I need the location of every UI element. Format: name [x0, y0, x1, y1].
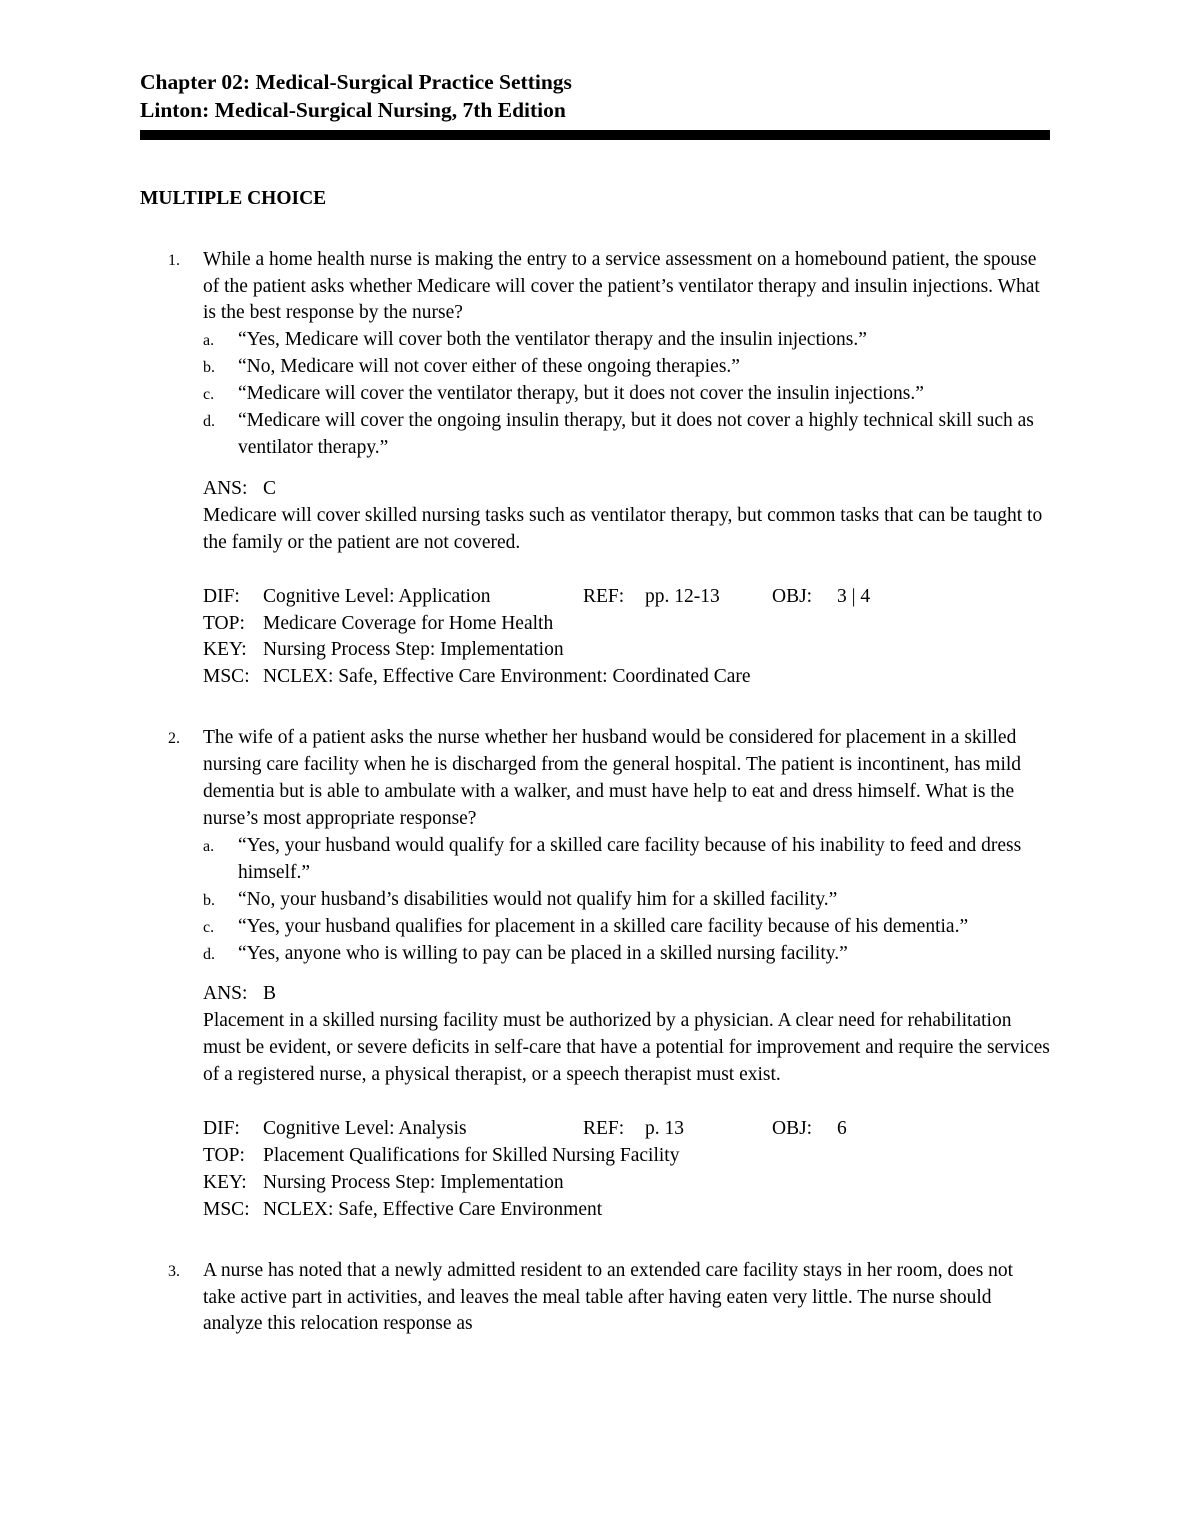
answer-label: ANS:: [203, 477, 248, 499]
top-label: TOP:: [203, 612, 245, 634]
key-value: Nursing Process Step: Implementation: [263, 1171, 564, 1193]
question-2-meta: [203, 1116, 1050, 1224]
answer-value: C: [263, 477, 277, 499]
option-letter: d.: [203, 945, 215, 963]
question-2-stem: The wife of a patient asks the nurse whether her husband would be considered for placement in a skilled nursing care facility when he is discharged from the general hospital. The patient is incontinent, has mild dementia but is able to ambulate with a walker, and must have help to eat and dress himself. What is the nurse’s most appropriate response?: [203, 727, 1022, 829]
question-1-option-b: [203, 354, 1050, 381]
question-2: [140, 725, 1050, 1223]
question-1-stem: While a home health nurse is making the entry to a service assessment on a homebound patient, the spouse of the patient asks whether Medicare will cover the patient’s ventilator therapy and insulin injections. What is the best response by the nurse?: [203, 248, 1040, 324]
dif-label: DIF:: [203, 585, 240, 607]
question-2-rationale: Placement in a skilled nursing facility must be authorized by a physician. A clear need for rehabilitation must be evident, or severe deficits in self-care that have a potential for improvement and require the services of a registered nurse, a physical therapist, or a speech therapist must exist.: [203, 1010, 1050, 1086]
question-1-option-d: [203, 408, 1050, 462]
question-1-number: 1.: [168, 251, 180, 269]
ref-value: p. 13: [645, 1118, 684, 1140]
obj-value: 3 | 4: [837, 585, 871, 607]
question-1-rationale: Medicare will cover skilled nursing tasks such as ventilator therapy, but common tasks that can be taught to the family or the patient are not covered.: [203, 504, 1043, 553]
msc-value: NCLEX: Safe, Effective Care Environment: [263, 1198, 603, 1220]
question-2-options: [203, 833, 1050, 968]
book-title: Linton: Medical-Surgical Nursing, 7th Edition: [140, 98, 566, 123]
question-1-option-c: [203, 381, 1050, 408]
question-2-option-a: [203, 833, 1050, 887]
key-label: KEY:: [203, 1171, 247, 1193]
question-1: [140, 247, 1050, 692]
question-3-number: 3.: [168, 1262, 180, 1280]
ref-label: REF:: [583, 1118, 625, 1140]
option-text: “Yes, anyone who is willing to pay can be placed in a skilled nursing facility.”: [238, 942, 848, 964]
option-letter: a.: [203, 837, 215, 855]
obj-label: OBJ:: [772, 1118, 813, 1140]
msc-label: MSC:: [203, 1198, 250, 1220]
top-value: Medicare Coverage for Home Health: [263, 612, 554, 634]
dif-label: DIF:: [203, 1118, 240, 1140]
chapter-title: Chapter 02: Medical-Surgical Practice Settings: [140, 70, 572, 94]
question-2-number: 2.: [168, 730, 180, 748]
option-text: “Medicare will cover the ventilator therapy, but it does not cover the insulin injections.”: [238, 383, 924, 405]
dif-value: Cognitive Level: Application: [263, 585, 491, 607]
question-1-options: [203, 327, 1050, 462]
option-text: “No, Medicare will not cover either of these ongoing therapies.”: [238, 356, 740, 378]
key-value: Nursing Process Step: Implementation: [263, 639, 564, 661]
obj-value: 6: [837, 1118, 847, 1140]
option-letter: b.: [203, 891, 215, 909]
question-1-option-a: [203, 327, 1050, 354]
option-letter: a.: [203, 332, 215, 350]
key-label: KEY:: [203, 639, 247, 661]
ref-value: pp. 12-13: [645, 585, 720, 607]
option-text: “Yes, your husband would qualify for a skilled care facility because of his inability to feed and dress himself.”: [238, 834, 1022, 883]
option-letter: c.: [203, 918, 215, 936]
answer-label: ANS:: [203, 983, 248, 1005]
header-rule: [140, 130, 1050, 140]
document-header: [140, 68, 1050, 140]
question-2-option-b: [203, 887, 1050, 914]
question-2-option-c: [203, 914, 1050, 941]
answer-value: B: [263, 983, 277, 1005]
msc-label: MSC:: [203, 666, 250, 688]
dif-value: Cognitive Level: Analysis: [263, 1118, 467, 1140]
question-1-answer-block: [203, 476, 1050, 557]
option-text: “No, your husband’s disabilities would not qualify him for a skilled facility.”: [238, 888, 838, 910]
question-2-answer-block: [203, 981, 1050, 1089]
option-letter: b.: [203, 359, 215, 377]
ref-label: REF:: [583, 585, 625, 607]
question-3: [140, 1258, 1050, 1339]
top-value: Placement Qualifications for Skilled Nursing Facility: [263, 1144, 680, 1166]
option-letter: c.: [203, 386, 215, 404]
option-text: “Medicare will cover the ongoing insulin therapy, but it does not cover a highly technical skill such as ventilator therapy.”: [238, 410, 1034, 458]
top-label: TOP:: [203, 1144, 245, 1166]
option-letter: d.: [203, 413, 215, 431]
question-1-meta: [203, 584, 1050, 692]
section-heading: MULTIPLE CHOICE: [140, 187, 327, 209]
question-2-option-d: [203, 941, 1050, 968]
obj-label: OBJ:: [772, 585, 813, 607]
msc-value: NCLEX: Safe, Effective Care Environment: Coordinated Care: [263, 666, 751, 688]
question-3-stem: A nurse has noted that a newly admitted resident to an extended care facility stays in her room, does not take active part in activities, and leaves the meal table after having eaten very little. The nurse should analyze this relocation response as: [203, 1259, 1014, 1335]
option-text: “Yes, Medicare will cover both the ventilator therapy and the insulin injections.”: [238, 329, 867, 351]
option-text: “Yes, your husband qualifies for placement in a skilled care facility because of his dementia.”: [238, 915, 969, 937]
